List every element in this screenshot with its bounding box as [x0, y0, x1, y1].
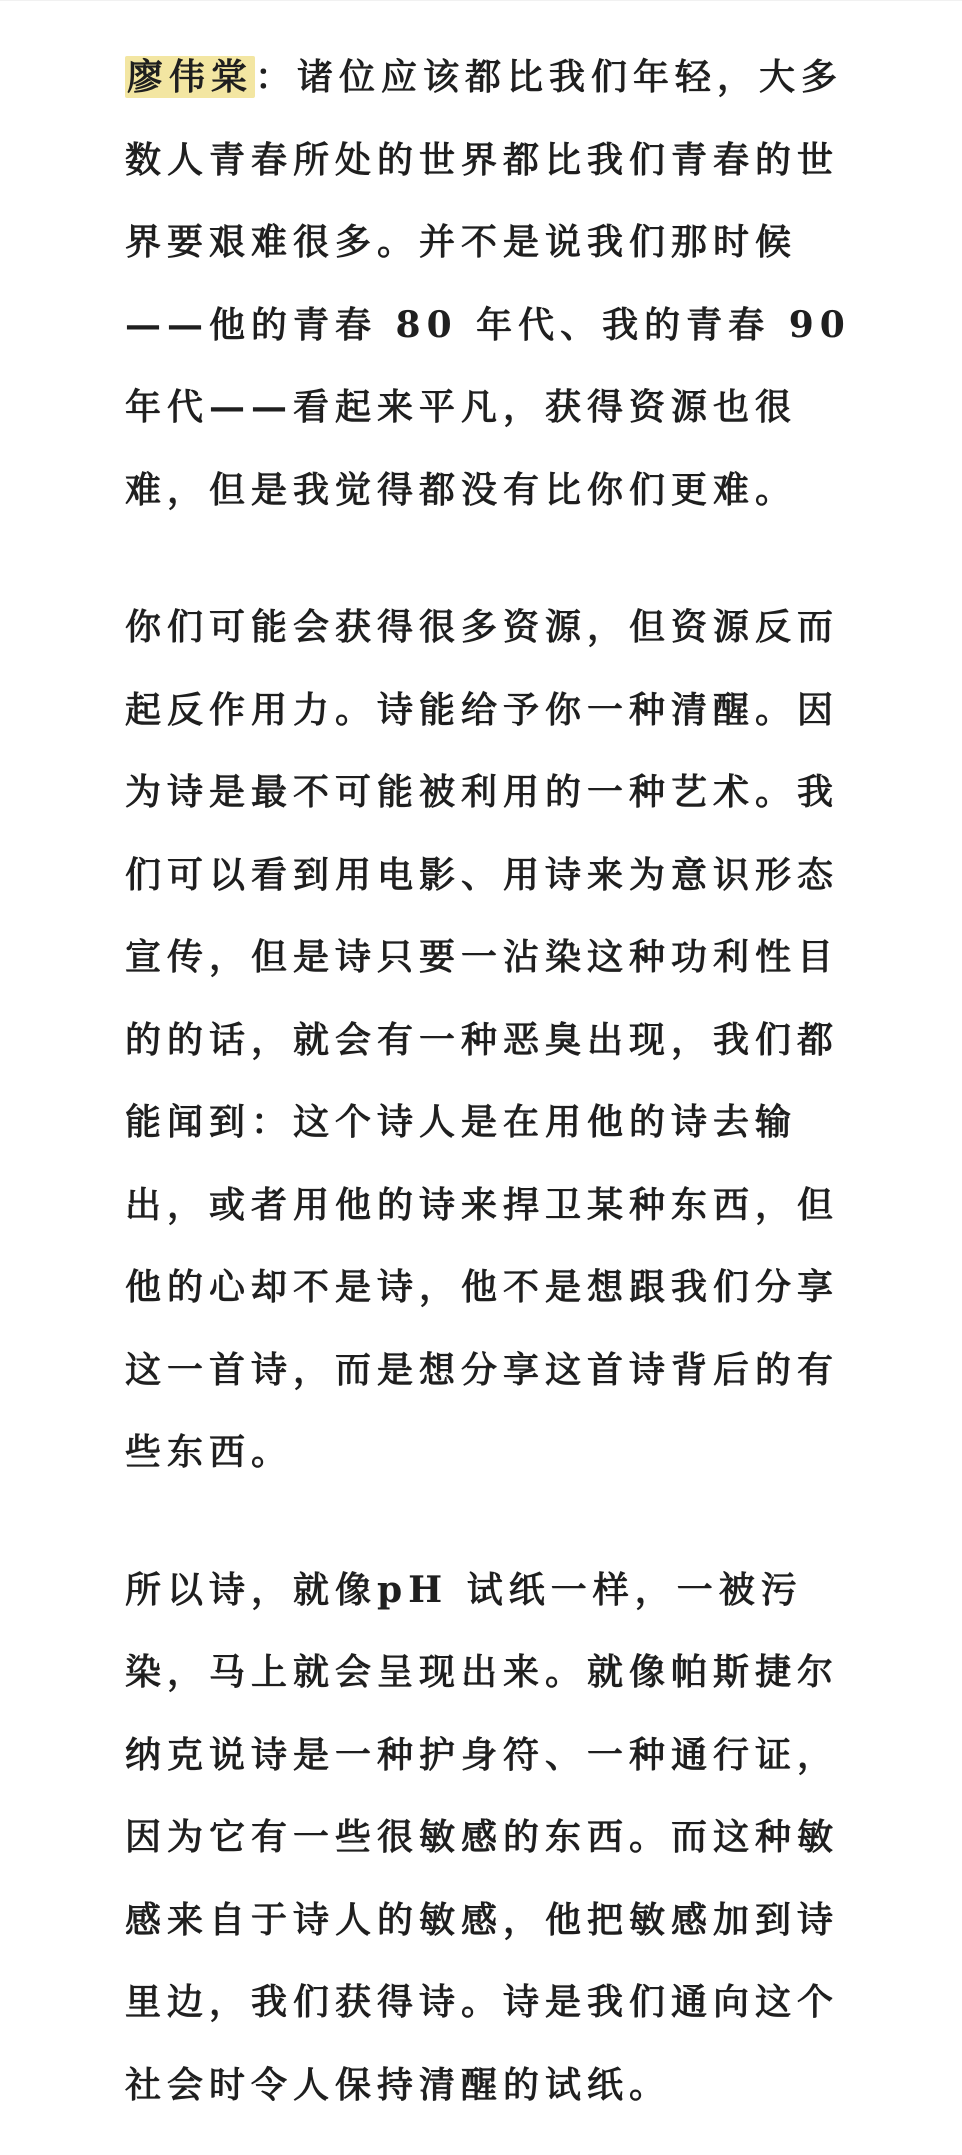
paragraph-line: 出，或者用他的诗来捍卫某种东西，但	[125, 1183, 840, 1226]
paragraph-line: 年代——看起来平凡，获得资源也很	[125, 386, 798, 428]
paragraph-line: 起反作用力。诗能给予你一种清醒。因	[125, 688, 840, 731]
paragraph-line: ——他的青春 80 年代、我的青春 90	[125, 303, 851, 346]
paragraph-line: 为诗是最不可能被利用的一种艺术。我	[125, 771, 840, 813]
paragraph-line: 能闻到：这个诗人是在用他的诗去输	[125, 1101, 798, 1143]
top-divider	[0, 0, 962, 1]
paragraph-line: 感来自于诗人的敏感，他把敏感加到诗	[125, 1898, 840, 1941]
paragraph-line: 纳克说诗是一种护身符、一种通行证，	[125, 1733, 840, 1776]
paragraph-line: 的的话，就会有一种恶臭出现，我们都	[125, 1018, 840, 1061]
paragraph-line: 界要艰难很多。并不是说我们那时候	[125, 221, 798, 263]
paragraph-line	[125, 36, 855, 119]
paragraph-line: 他的心却不是诗，他不是想跟我们分享	[125, 1266, 840, 1308]
paragraph-spacer	[125, 1494, 855, 1549]
article-body	[125, 36, 855, 2126]
paragraph-line: 些东西。	[125, 1431, 294, 1473]
line-text: ：诸位应该都比我们年轻，大多	[255, 56, 844, 98]
paragraph-line: 宣传，但是诗只要一沾染这种功利性目	[125, 936, 840, 978]
paragraph-line: 这一首诗，而是想分享这首诗背后的有	[125, 1348, 840, 1391]
paragraph-line: 们可以看到用电影、用诗来为意识形态	[125, 853, 840, 896]
paragraph-line: 你们可能会获得很多资源，但资源反而	[125, 606, 840, 648]
paragraph-line: 社会时令人保持清醒的试纸。	[125, 2063, 672, 2106]
paragraph-line: 难，但是我觉得都没有比你们更难。	[125, 468, 798, 511]
paragraph-line: 所以诗，就像pH 试纸一样，一被污	[125, 1568, 803, 1611]
paragraph-line: 因为它有一些很敏感的东西。而这种敏	[125, 1816, 840, 1858]
paragraph-1	[125, 36, 855, 531]
paragraph-line: 数人青春所处的世界都比我们青春的世	[125, 138, 840, 181]
paragraph-3	[125, 1549, 855, 2127]
paragraph-line: 染，马上就会呈现出来。就像帕斯捷尔	[125, 1651, 840, 1693]
speaker-name-highlight: 廖伟棠	[127, 56, 254, 98]
paragraph-spacer	[125, 531, 855, 586]
paragraph-2	[125, 586, 855, 1494]
paragraph-line: 里边，我们获得诗。诗是我们通向这个	[125, 1981, 840, 2023]
